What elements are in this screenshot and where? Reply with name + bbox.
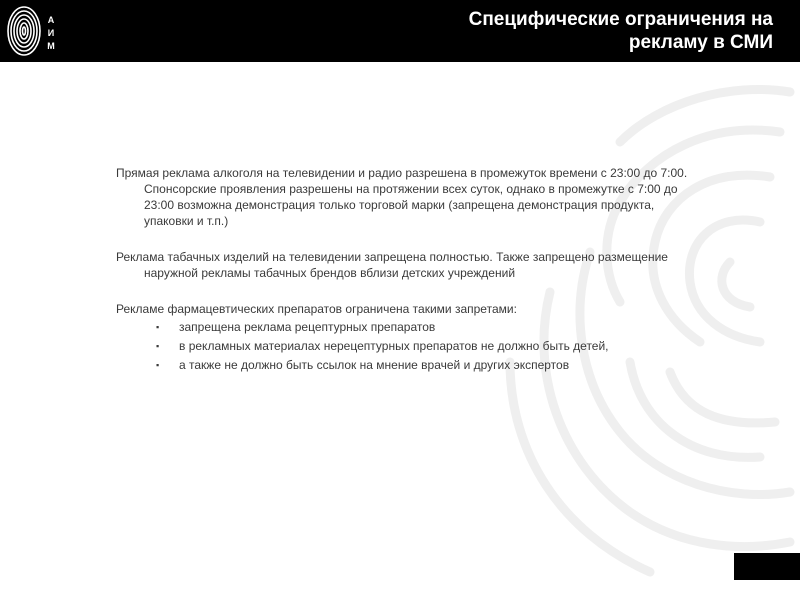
list-item-text: запрещена реклама рецептурных препаратов bbox=[179, 320, 436, 334]
logo-letter: А bbox=[47, 15, 55, 25]
paragraph-tobacco: Реклама табачных изделий на телевидении запрещена полностью. Также запрещено размещение наружной рекламы табачных брендов вблизи детских учреждений bbox=[116, 250, 668, 280]
list-item bbox=[116, 338, 706, 354]
slide-content bbox=[116, 165, 706, 376]
page-title-line1: Специфические ограничения на bbox=[468, 9, 773, 30]
list-item-text: а также не должно быть ссылок на мнение врачей и других экспертов bbox=[179, 358, 570, 372]
pharma-restrictions-list bbox=[116, 319, 706, 373]
bullet-icon: ▪ bbox=[156, 322, 160, 332]
logo bbox=[6, 4, 62, 58]
page-title-line2: рекламу в СМИ bbox=[628, 32, 773, 53]
bullet-icon: ▪ bbox=[156, 360, 160, 370]
fingerprint-icon bbox=[6, 4, 42, 58]
footer-box bbox=[734, 553, 800, 580]
list-item-text: в рекламных материалах нерецептурных препаратов не должно быть детей, bbox=[179, 339, 609, 353]
bullet-icon: ▪ bbox=[156, 341, 160, 351]
header-bar bbox=[0, 0, 800, 62]
list-item bbox=[116, 357, 706, 373]
logo-letter: И bbox=[47, 28, 55, 38]
paragraph-alcohol: Прямая реклама алкоголя на телевидении и радио разрешена в промежуток времени с 23:00 до 7:00. Спонсорские проявления разрешены на протяжении всех суток, однако в промежутке с 7:00 до 23:00 возможна демонстрация только торговой марки (запрещена демонстрация продукта, упаковки и т.п.) bbox=[116, 166, 688, 228]
list-item bbox=[116, 319, 706, 335]
paragraph-pharma: Рекламе фармацевтических препаратов ограничена такими запретами: bbox=[116, 302, 517, 316]
logo-letters bbox=[46, 14, 56, 53]
page-title bbox=[353, 8, 773, 54]
logo-letter: М bbox=[47, 41, 55, 51]
